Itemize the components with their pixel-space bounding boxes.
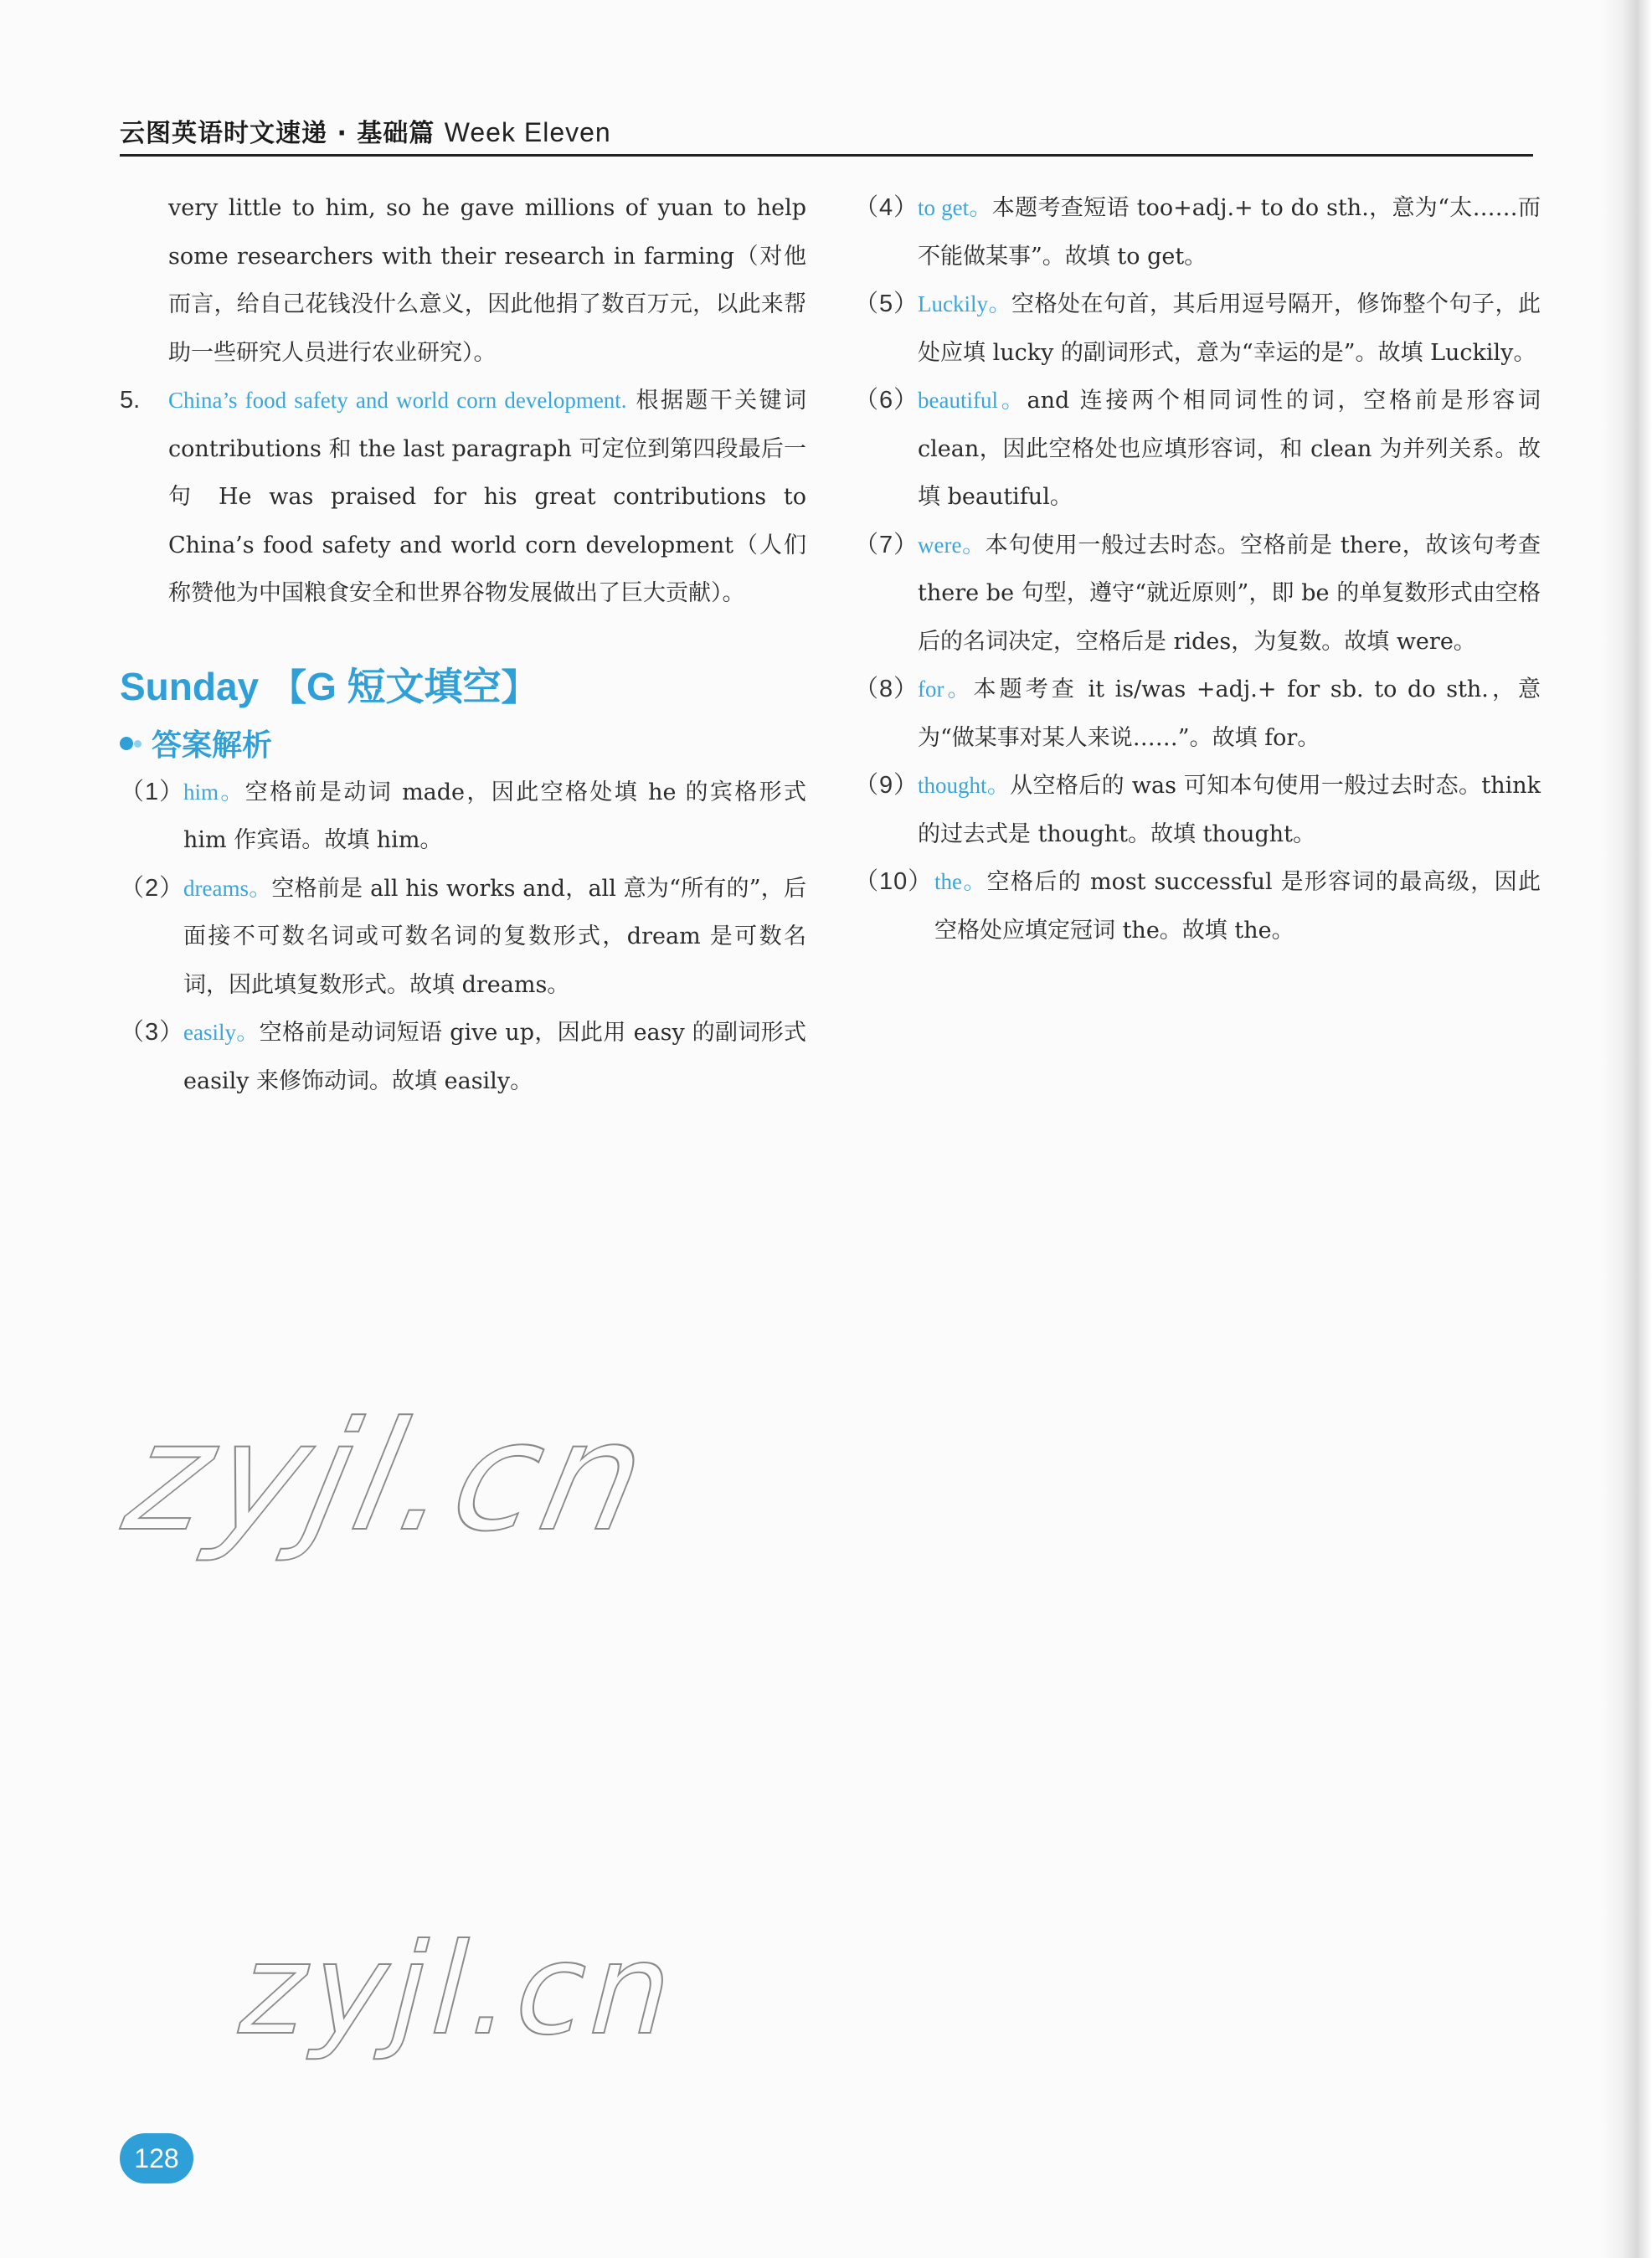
section-day: Sunday [120, 664, 260, 708]
bracket-open: 【 [269, 666, 306, 708]
item-explanation: 空格前是 all his works and，all 意为“所有的”，后面接不可数名词或可数名词的复数形式，dream 是可数名词，因此填复数形式。故填 dreams。 [183, 875, 807, 998]
bullet-dots-icon [120, 734, 145, 753]
item-number: （3） [120, 1019, 185, 1046]
item-answer: to get。 [918, 195, 992, 220]
item-explanation: 从空格后的 was 可知本句使用一般过去时态。think 的过去式是 thought。故填 thought。 [918, 773, 1541, 847]
item-answer: thought。 [918, 773, 1011, 798]
watermark: zyjl.cn [224, 1917, 695, 2063]
item-explanation: 空格后的 most successful 是形容词的最高级，因此空格处应填定冠词 the。故填 the。 [934, 869, 1541, 944]
answer-item-10 [854, 858, 1541, 954]
right-column [854, 184, 1541, 954]
item-number: （4） [854, 194, 919, 221]
item-number: （5） [854, 291, 919, 317]
item-number: （7） [854, 531, 919, 558]
subsection-title [120, 718, 806, 769]
item-answer: Luckily。 [918, 291, 1011, 316]
header-rule [120, 154, 1533, 157]
answer-item-3 [120, 1009, 806, 1105]
header-title [120, 112, 611, 149]
answer-item-2 [120, 865, 806, 1010]
running-header [120, 112, 1533, 156]
section-title [120, 656, 806, 710]
page-number: 128 [134, 2142, 179, 2173]
explanation-text: 根据题干关键词 contributions 和 the last paragraph 可定位到第四段最后一句 He was praised for his great contributions to China’s food safety and world corn development（人们称赞他为中国粮食安全和世界谷物发展做出了巨大贡献）。 [168, 388, 806, 606]
week-label: Week Eleven [444, 117, 611, 147]
question-5 [120, 377, 806, 618]
left-column [120, 184, 806, 1105]
watermark: zyjl.cn [98, 1390, 683, 1565]
answer-item-8 [854, 666, 1541, 762]
item-answer: beautiful。 [918, 388, 1027, 413]
book-title: 云图英语时文速递 · 基础篇 [120, 119, 435, 148]
page-number-badge [120, 2133, 193, 2183]
item-number: （2） [120, 874, 185, 902]
item-number: （6） [854, 387, 919, 414]
item-answer: were。 [918, 532, 986, 558]
item-explanation: 本题考查短语 too+adj.+ to do sth.，意为“太……而不能做某事”。故填 to get。 [918, 195, 1541, 270]
item-number: （9） [854, 772, 919, 799]
answer-item-1 [120, 769, 806, 865]
item-answer: the。 [934, 869, 987, 894]
answer-item-9 [854, 762, 1541, 858]
answer-item-6 [854, 377, 1541, 522]
item-answer: easily。 [183, 1020, 260, 1045]
item-explanation: 空格前是动词 made，因此空格处填 he 的宾格形式 him 作宾语。故填 him。 [183, 779, 806, 853]
item-number: （1） [120, 778, 185, 805]
answer-item-7 [854, 522, 1541, 666]
subsection-label: 答案解析 [152, 728, 273, 763]
item-number: （10） [854, 868, 934, 895]
item-explanation: 空格前是动词短语 give up，因此用 easy 的副词形式 easily 来修饰动词。故填 easily。 [183, 1020, 806, 1094]
torn-edge [1602, 0, 1652, 2258]
item-explanation: 本句使用一般过去时态。空格前是 there，故该句考查 there be 句型，遵守“就近原则”，即 be 的单复数形式由空格后的名词决定，空格后是 rides，为复数。故填 were。 [918, 532, 1541, 655]
item-answer: dreams。 [183, 875, 272, 901]
item-answer: him。 [183, 779, 245, 805]
continued-paragraph: very little to him, so he gave millions of yuan to help some researchers with their research in farming（对他而言，给自己花钱没什么意义，因此他捐了数百万元，以此来帮助一些研究人员进行农业研究）。 [168, 195, 806, 366]
bracket-close: 】 [501, 666, 538, 708]
item-explanation: 空格处在句首，其后用逗号隔开，修饰整个句子，此处应填 lucky 的副词形式，意为“幸运的是”。故填 Luckily。 [918, 291, 1541, 366]
answer-text: China’s food safety and world corn development. [168, 388, 627, 413]
answer-item-4 [854, 184, 1541, 280]
item-number: （8） [854, 676, 919, 702]
item-explanation: and 连接两个相同词性的词，空格前是形容词 clean，因此空格处也应填形容词，和 clean 为并列关系。故填 beautiful。 [918, 388, 1541, 510]
question-number: 5. [120, 387, 141, 414]
answer-item-5 [854, 280, 1541, 377]
item-answer: for。 [918, 676, 974, 702]
item-explanation: 本题考查 it is/was +adj.+ for sb. to do sth.，意为“做某事对某人来说……”。故填 for。 [918, 676, 1541, 751]
section-name: G 短文填空 [306, 664, 502, 708]
